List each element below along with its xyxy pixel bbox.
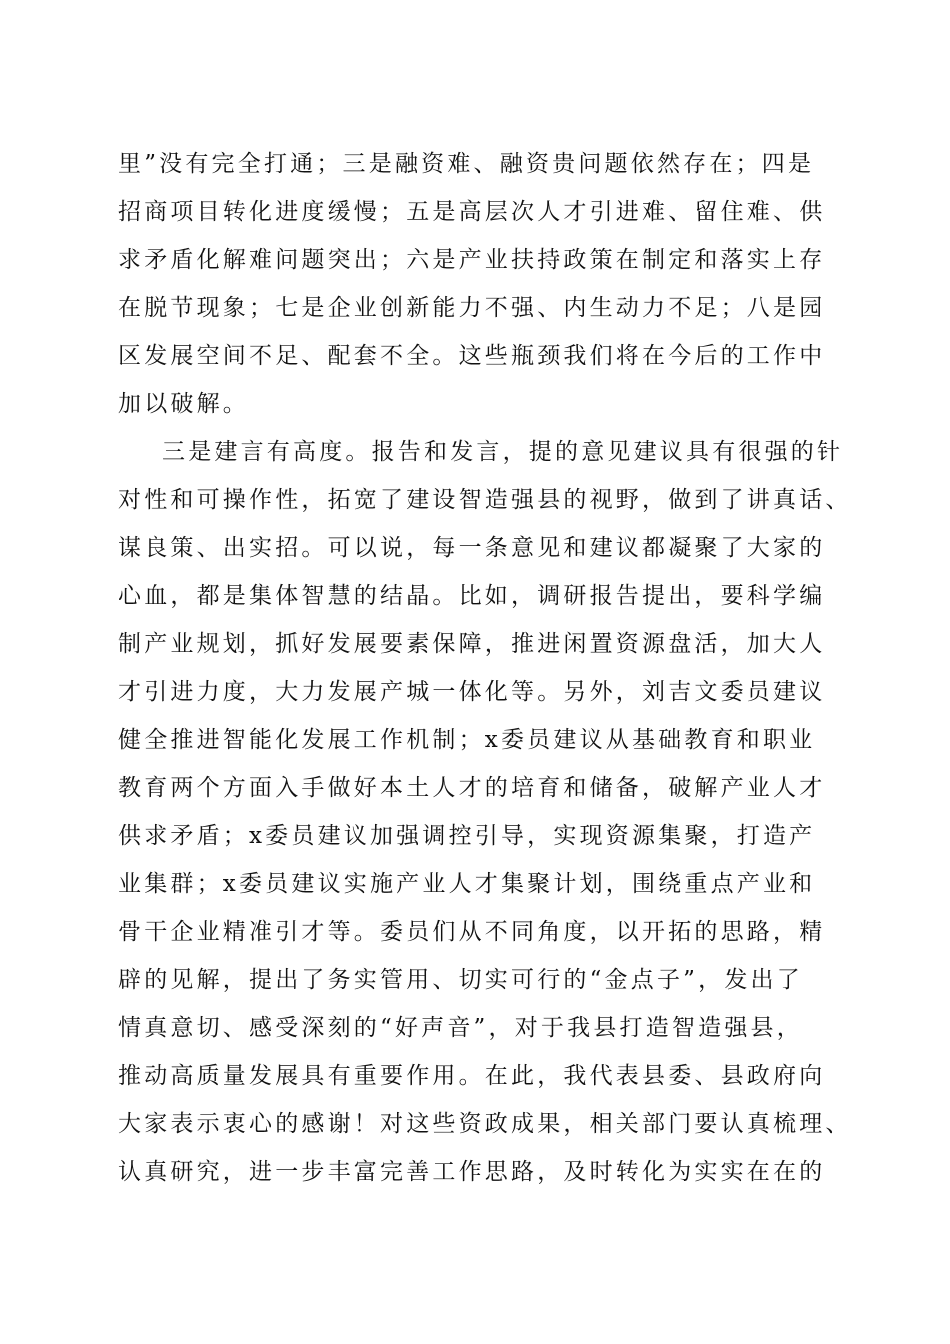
text-line: 谋良策、出实招。可以说，每一条意见和建议都凝聚了大家的 <box>118 535 826 561</box>
text-line: 健全推进智能化发展工作机制；x委员建议从基础教育和职业 <box>118 727 816 753</box>
text-line: 对性和可操作性，拓宽了建设智造强县的视野，做到了讲真话、 <box>118 487 852 513</box>
text-line: 区发展空间不足、配套不全。这些瓶颈我们将在今后的工作中 <box>118 343 826 369</box>
text-line: 才引进力度，大力发展产城一体化等。另外，刘吉文委员建议 <box>118 679 826 705</box>
text-line: 制产业规划，抓好发展要素保障，推进闲置资源盘活，加大人 <box>118 631 826 657</box>
text-line: 辟的见解，提出了务实管用、切实可行的“金点子”，发出了 <box>118 967 803 993</box>
text-line: 在脱节现象；七是企业创新能力不强、内生动力不足；八是园 <box>118 295 826 321</box>
text-line: 求矛盾化解难问题突出；六是产业扶持政策在制定和落实上存 <box>118 247 826 273</box>
text-line: 情真意切、感受深刻的“好声音”，对于我县打造智造强县， <box>118 1015 803 1041</box>
text-line: 心血，都是集体智慧的结晶。比如，调研报告提出，要科学编 <box>118 583 826 609</box>
text-line: 招商项目转化进度缓慢；五是高层次人才引进难、留住难、供 <box>118 199 826 225</box>
document-body <box>118 140 852 1196</box>
paragraph-first-line: 三是建言有高度。报告和发言，提的意见建议具有很强的针 <box>162 439 844 465</box>
text-line: 大家表示衷心的感谢！对这些资政成果，相关部门要认真梳理、 <box>118 1111 852 1137</box>
text-line: 里”没有完全打通；三是融资难、融资贵问题依然存在；四是 <box>118 151 815 177</box>
text-line: 推动高质量发展具有重要作用。在此，我代表县委、县政府向 <box>118 1063 826 1089</box>
text-line: 教育两个方面入手做好本土人才的培育和储备，破解产业人才 <box>118 775 826 801</box>
text-line: 骨干企业精准引才等。委员们从不同角度，以开拓的思路，精 <box>118 919 826 945</box>
text-line: 业集群；x委员建议实施产业人才集聚计划，围绕重点产业和 <box>118 871 816 897</box>
text-line: 加以破解。 <box>118 391 249 417</box>
text-line: 供求矛盾；x委员建议加强调控引导，实现资源集聚，打造产 <box>118 823 816 849</box>
text-line: 认真研究，进一步丰富完善工作思路，及时转化为实实在在的 <box>118 1159 826 1185</box>
